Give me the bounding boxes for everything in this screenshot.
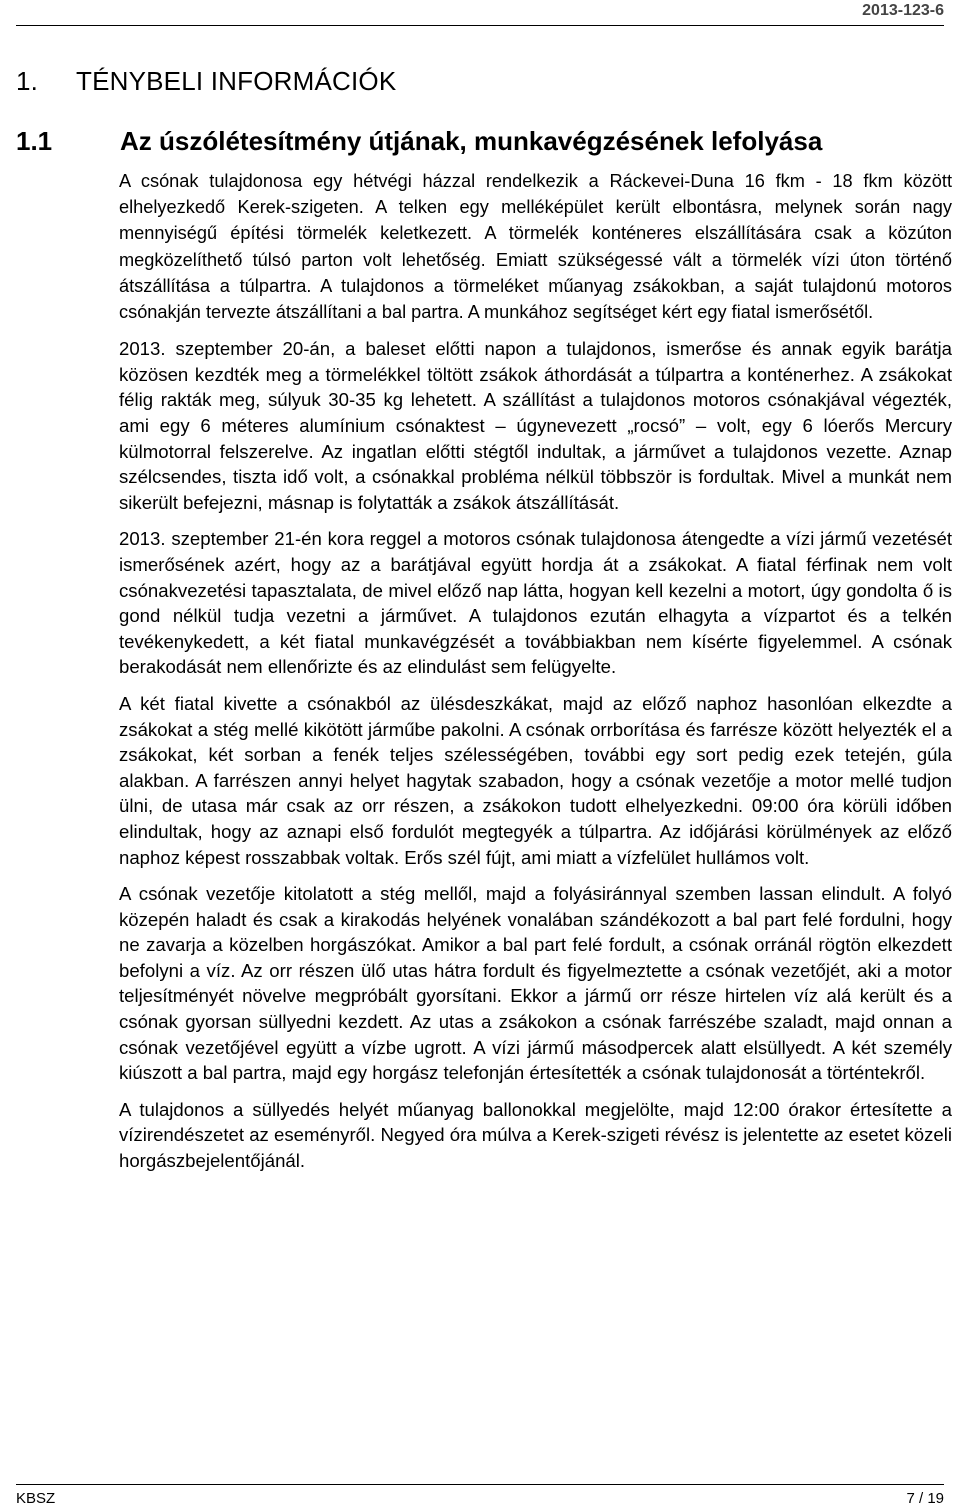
- paragraph: A két fiatal kivette a csónakból az ülésdeszkákat, majd az előző naphoz hasonlóan elkezdte a zsákokat a stég mellé kikötött járműbe pakolni. A csónak orrborítása és farrésze között helyezték el a zsákokat, két sorban a fenék teljes szélességében, további egy sort pedig ezek tetején, gúla alakban. A farrészen annyi helyet hagytak szabadon, hogy a csónak vezetője a motor mellé tudjon ülni, de utasa már csak az orr részen, a zsákokon tudott elhelyezkedni. 09:00 óra körüli időben elindultak, hogy az aznapi első fordulót megtegyék a túlpartra. Az időjárási körülmények az előző naphoz képest rosszabbak voltak. Erős szél fújt, ami miatt a vízfelület hullámos volt.: [119, 692, 952, 868]
- subsection-heading: [16, 126, 822, 157]
- section-number: 1.: [16, 66, 39, 96]
- paragraph: 2013. szeptember 20-án, a baleset előtti napon a tulajdonos, ismerőse és annak egyik barátja közösen kezdték meg a törmelékkel töltött zsákok áthordását a túlpartra a konténerhez. A zsákokat félig rakták meg, súlyuk 30-35 kg lehetett. A szállítást a tulajdonos motoros csónakjával végezték, ami egy 6 méteres alumínium csónaktest – úgynevezett „rocsó” – volt, egy 6 lóerős Mercury külmotorral felszerelve. Az ingatlan előtti stégtől indultak, a járművet a tulajdonos vezette. Aznap szélcsendes, tiszta idő volt, a csónakkal probléma nélkül többször is fordultak. Mivel a munkát nem sikerült befejezni, másnap is folytatták a zsákok átszállítását.: [119, 338, 952, 513]
- document-id: 2013-123-6: [862, 2, 944, 19]
- subsection-number: 1.1: [16, 126, 53, 156]
- paragraph: A csónak tulajdonosa egy hétvégi házzal rendelkezik a Ráckevei-Duna 16 fkm - 18 fkm között elhelyezkedő Kerek-szigeten. A telken egy melléképület került elbontásra, melynek során nagy mennyiségű építési törmelék keletkezett. A törmelék konténeres elszállítására csak a közúton megközelíthető túlsó parton volt lehetőség. Emiatt szükségessé vált a törmelék vízi úton történő átszállítása a túlpartra. A tulajdonos a törmeléket műanyag zsákokban, a saját tulajdonú motoros csónakján tervezte átszállítani a bal partra. A munkához segítséget kért egy fiatal ismerősétől.: [119, 171, 952, 323]
- footer-divider: [16, 1484, 944, 1485]
- body-text: [119, 168, 952, 1185]
- header-divider: [16, 25, 944, 26]
- subsection-title: Az úszólétesítmény útjának, munkavégzésének lefolyása: [120, 126, 823, 156]
- paragraph: A tulajdonos a süllyedés helyét műanyag ballonokkal megjelölte, majd 12:00 órakor értesítette a vízirendészetet az eseményről. Negyed óra múlva a Kerek-szigeti révész is jelentette az esetet közeli horgászbejelentőjánál.: [119, 1098, 952, 1172]
- paragraph: 2013. szeptember 21-én kora reggel a motoros csónak tulajdonosa átengedte a vízi jármű vezetését ismerősének azért, hogy az a barátjával együtt hordja át a zsákokat. A fiatal férfinak nem volt csónakvezetési tapasztalata, de mivel előző nap látta, hogyan kell kezelni a motort, úgy gondolta ő is gond nélkül tudja vezetni a járművet. A tulajdonos ezután elhagyta a vízpartot és a telkén tevékenykedett, a két fiatal munkavégzését a továbbiakban nem kísérte figyelemmel. A csónak berakodását nem ellenőrizte és az elindulást sem felügyelte.: [119, 528, 952, 678]
- page-number: 7 / 19: [906, 1490, 944, 1507]
- section-title: TÉNYBELI INFORMÁCIÓK: [76, 66, 397, 96]
- section-heading: [16, 66, 396, 97]
- footer-organization: KBSZ: [16, 1490, 56, 1507]
- paragraph: A csónak vezetője kitolatott a stég mellől, majd a folyásiránnyal szemben lassan elindult. A folyó közepén haladt és csak a kirakodás helyének vonalában szándékozott a bal part felé fordulni, hogy ne zavarja a közelben horgászókat. Amikor a bal part felé fordult, a csónak orránál rögtön elkezdett befolyni a víz. Az orr részen ülő utas hátra fordult és figyelmeztette a csónak vezetőjét, aki a motor teljesítményét növelve megpróbált gyorsítani. Ekkor a jármű orr része hirtelen víz alá került és a csónak gyorsan süllyedni kezdett. Az utas a zsákokon a csónak farrészébe szaladt, majd onnan a csónak vezetőjével együtt a vízbe ugrott. A vízi jármű másodpercek alatt elsüllyedt. A két személy kiúszott a bal partra, majd egy horgász telefonján értesítették a csónak tulajdonosát a történtekről.: [119, 883, 952, 1084]
